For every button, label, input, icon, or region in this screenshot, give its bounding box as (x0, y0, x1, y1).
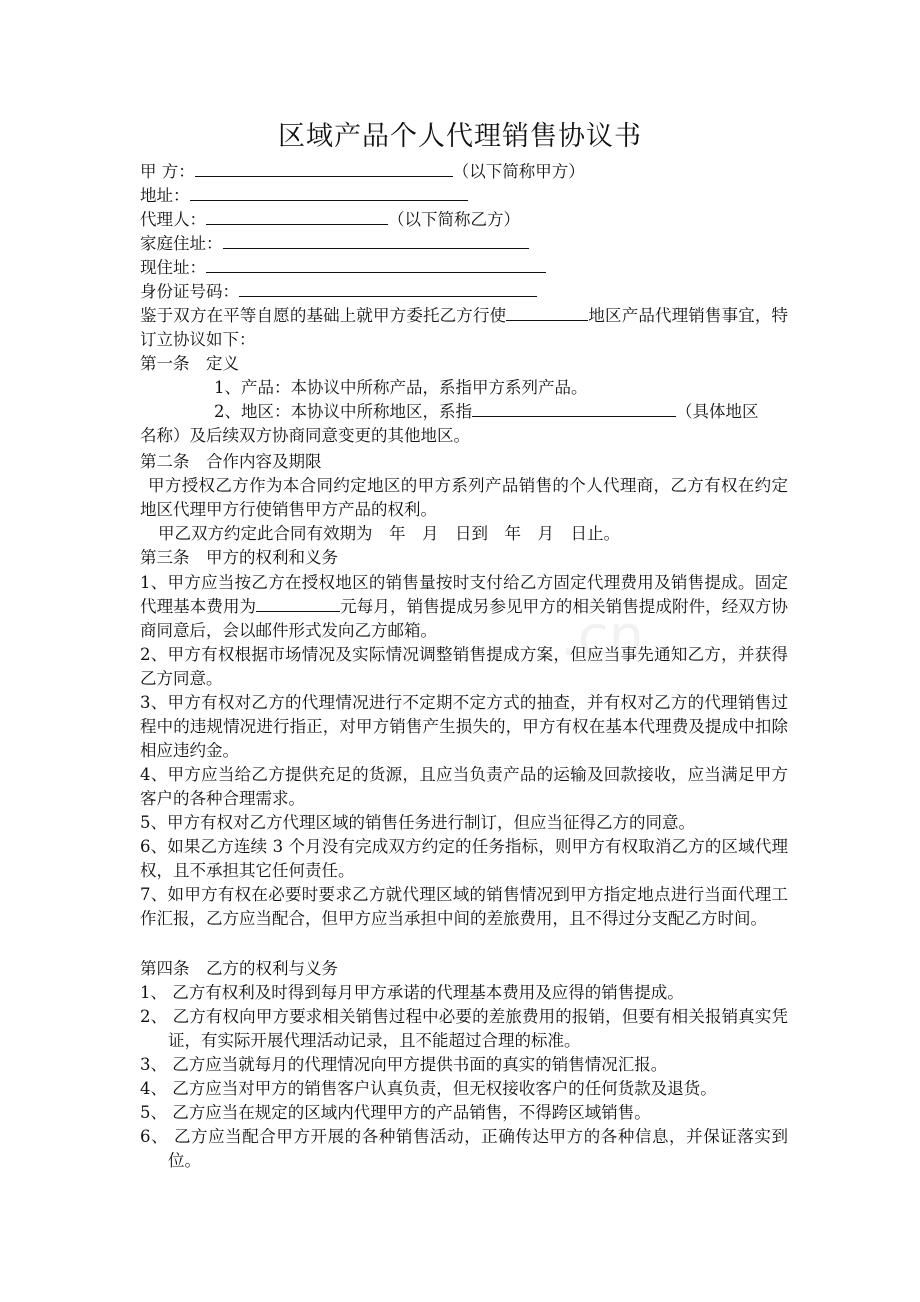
article-3-item-1-rest: 元每月，销售提成另参见甲方的相关销售提成附件，经双方协商同意后，会以邮件形式发向乙方邮箱。 (140, 597, 789, 640)
article-2-paragraph-1: 甲方授权乙方作为本合同约定地区的甲方系列产品销售的个人代理商，乙方有权在约定地区代理甲方行使销售甲方产品的权利。 (140, 476, 788, 519)
intro-paragraph (140, 304, 788, 352)
id-line (140, 280, 537, 304)
article-1-item-2 (214, 400, 759, 424)
home-address-line (140, 232, 529, 256)
agent-label: 代理人： (140, 210, 206, 229)
article-2-paragraph-2: 甲乙双方约定此合同有效期为 年 月 日到 年 月 日止。 (158, 524, 620, 543)
article-4-item-6: 6、 乙方应当配合甲方开展的各种销售活动，正确传达甲方的各种信息，并保证落实到位。 (140, 1127, 788, 1170)
article-3-item-7: 7、如甲方有权在必要时要求乙方就代理区域的销售情况到甲方指定地点进行当面代理工作汇报，乙方应当配合，但甲方应当承担中间的差旅费用，且不得过分支配乙方时间。 (140, 885, 788, 928)
agent-line (140, 208, 520, 232)
current-address-line (140, 256, 546, 280)
article-4-item-4: 4、 乙方应当对甲方的销售客户认真负责，但无权接收客户的任何货款及退货。 (140, 1079, 717, 1098)
agent-blank[interactable] (206, 208, 388, 225)
party-a-suffix: （以下简称甲方） (452, 162, 585, 181)
article-3-item-5: 5、甲方有权对乙方代理区域的销售任务进行制订，但应当征得乙方的同意。 (140, 813, 695, 832)
article-3-item-2: 2、甲方有权根据市场情况及实际情况调整销售提成方案，但应当事先通知乙方，并获得乙方同意。 (140, 645, 788, 688)
party-a-blank[interactable] (195, 160, 453, 177)
article-3-item-1-text: 1、甲方应当按乙方在授权地区的销售量按时支付给乙方固定代理费用及销售提成。固定代理基本费用为 (140, 573, 788, 616)
article-3-item-3: 3、甲方有权对乙方的代理情况进行不定期不定方式的抽查，并有权对乙方的代理销售过程中的违规情况进行指正，对甲方销售产生损失的，甲方有权在基本代理费及提成中扣除相应违约金。 (140, 693, 788, 760)
region-name-blank[interactable] (472, 400, 676, 417)
article-4-item-3: 3、 乙方应当就每月的代理情况向甲方提供书面的真实的销售情况汇报。 (140, 1055, 668, 1074)
article-3-heading: 第三条 甲方的权利和义务 (140, 548, 338, 567)
intro-text-1: 鉴于双方在平等自愿的基础上就甲方委托乙方行使 (140, 306, 507, 325)
address-line (140, 184, 468, 208)
region-blank[interactable] (506, 304, 588, 321)
article-1-item-1: 1、产品：本协议中所称产品，系指甲方系列产品。 (214, 378, 588, 397)
home-address-label: 家庭住址： (140, 234, 223, 253)
article-1-item-2-suffix: （具体地区 (676, 402, 759, 421)
article-3-item-1 (140, 571, 788, 643)
article-4-heading: 第四条 乙方的权利与义务 (140, 959, 338, 978)
article-4-item-1: 1、 乙方有权利及时得到每月甲方承诺的代理基本费用及应得的销售提成。 (140, 983, 684, 1002)
document-title: 区域产品个人代理销售协议书 (278, 121, 642, 152)
article-1-item-2-text: 2、地区：本协议中所称地区，系指 (214, 402, 472, 421)
address-blank[interactable] (190, 184, 468, 201)
party-a-label: 甲 方： (140, 162, 195, 181)
article-4-item-2: 2、 乙方有权向甲方要求相关销售过程中必要的差旅费用的报销，但要有相关报销真实凭证，有实际开展代理活动记录，且不能超过合理的标准。 (140, 1007, 788, 1050)
id-blank[interactable] (239, 280, 537, 297)
fee-blank[interactable] (256, 595, 340, 612)
current-address-label: 现住址： (140, 258, 206, 277)
article-1-heading: 第一条 定义 (140, 354, 239, 373)
address-label: 地址： (140, 186, 190, 205)
home-address-blank[interactable] (223, 232, 529, 249)
article-2-heading: 第二条 合作内容及期限 (140, 452, 322, 471)
current-address-blank[interactable] (206, 256, 546, 273)
watermark: .cn (560, 604, 645, 669)
article-3-item-6: 6、如果乙方连续 3 个月没有完成双方约定的任务指标，则甲方有权取消乙方的区域代理权，且不承担其它任何责任。 (140, 837, 788, 880)
party-a-line (140, 160, 585, 184)
article-3-item-4: 4、甲方应当给乙方提供充足的货源，且应当负责产品的运输及回款接收，应当满足甲方客户的各种合理需求。 (140, 765, 788, 808)
intro-text-2: 地区产品代理销售事宜，特订立协议如下： (140, 306, 789, 349)
article-1-item-2-cont: 名称）及后续双方协商同意变更的其他地区。 (140, 426, 470, 445)
id-label: 身份证号码： (140, 282, 239, 301)
article-4-item-5: 5、 乙方应当在规定的区域内代理甲方的产品销售，不得跨区域销售。 (140, 1103, 651, 1122)
agent-suffix: （以下简称乙方） (388, 210, 520, 229)
